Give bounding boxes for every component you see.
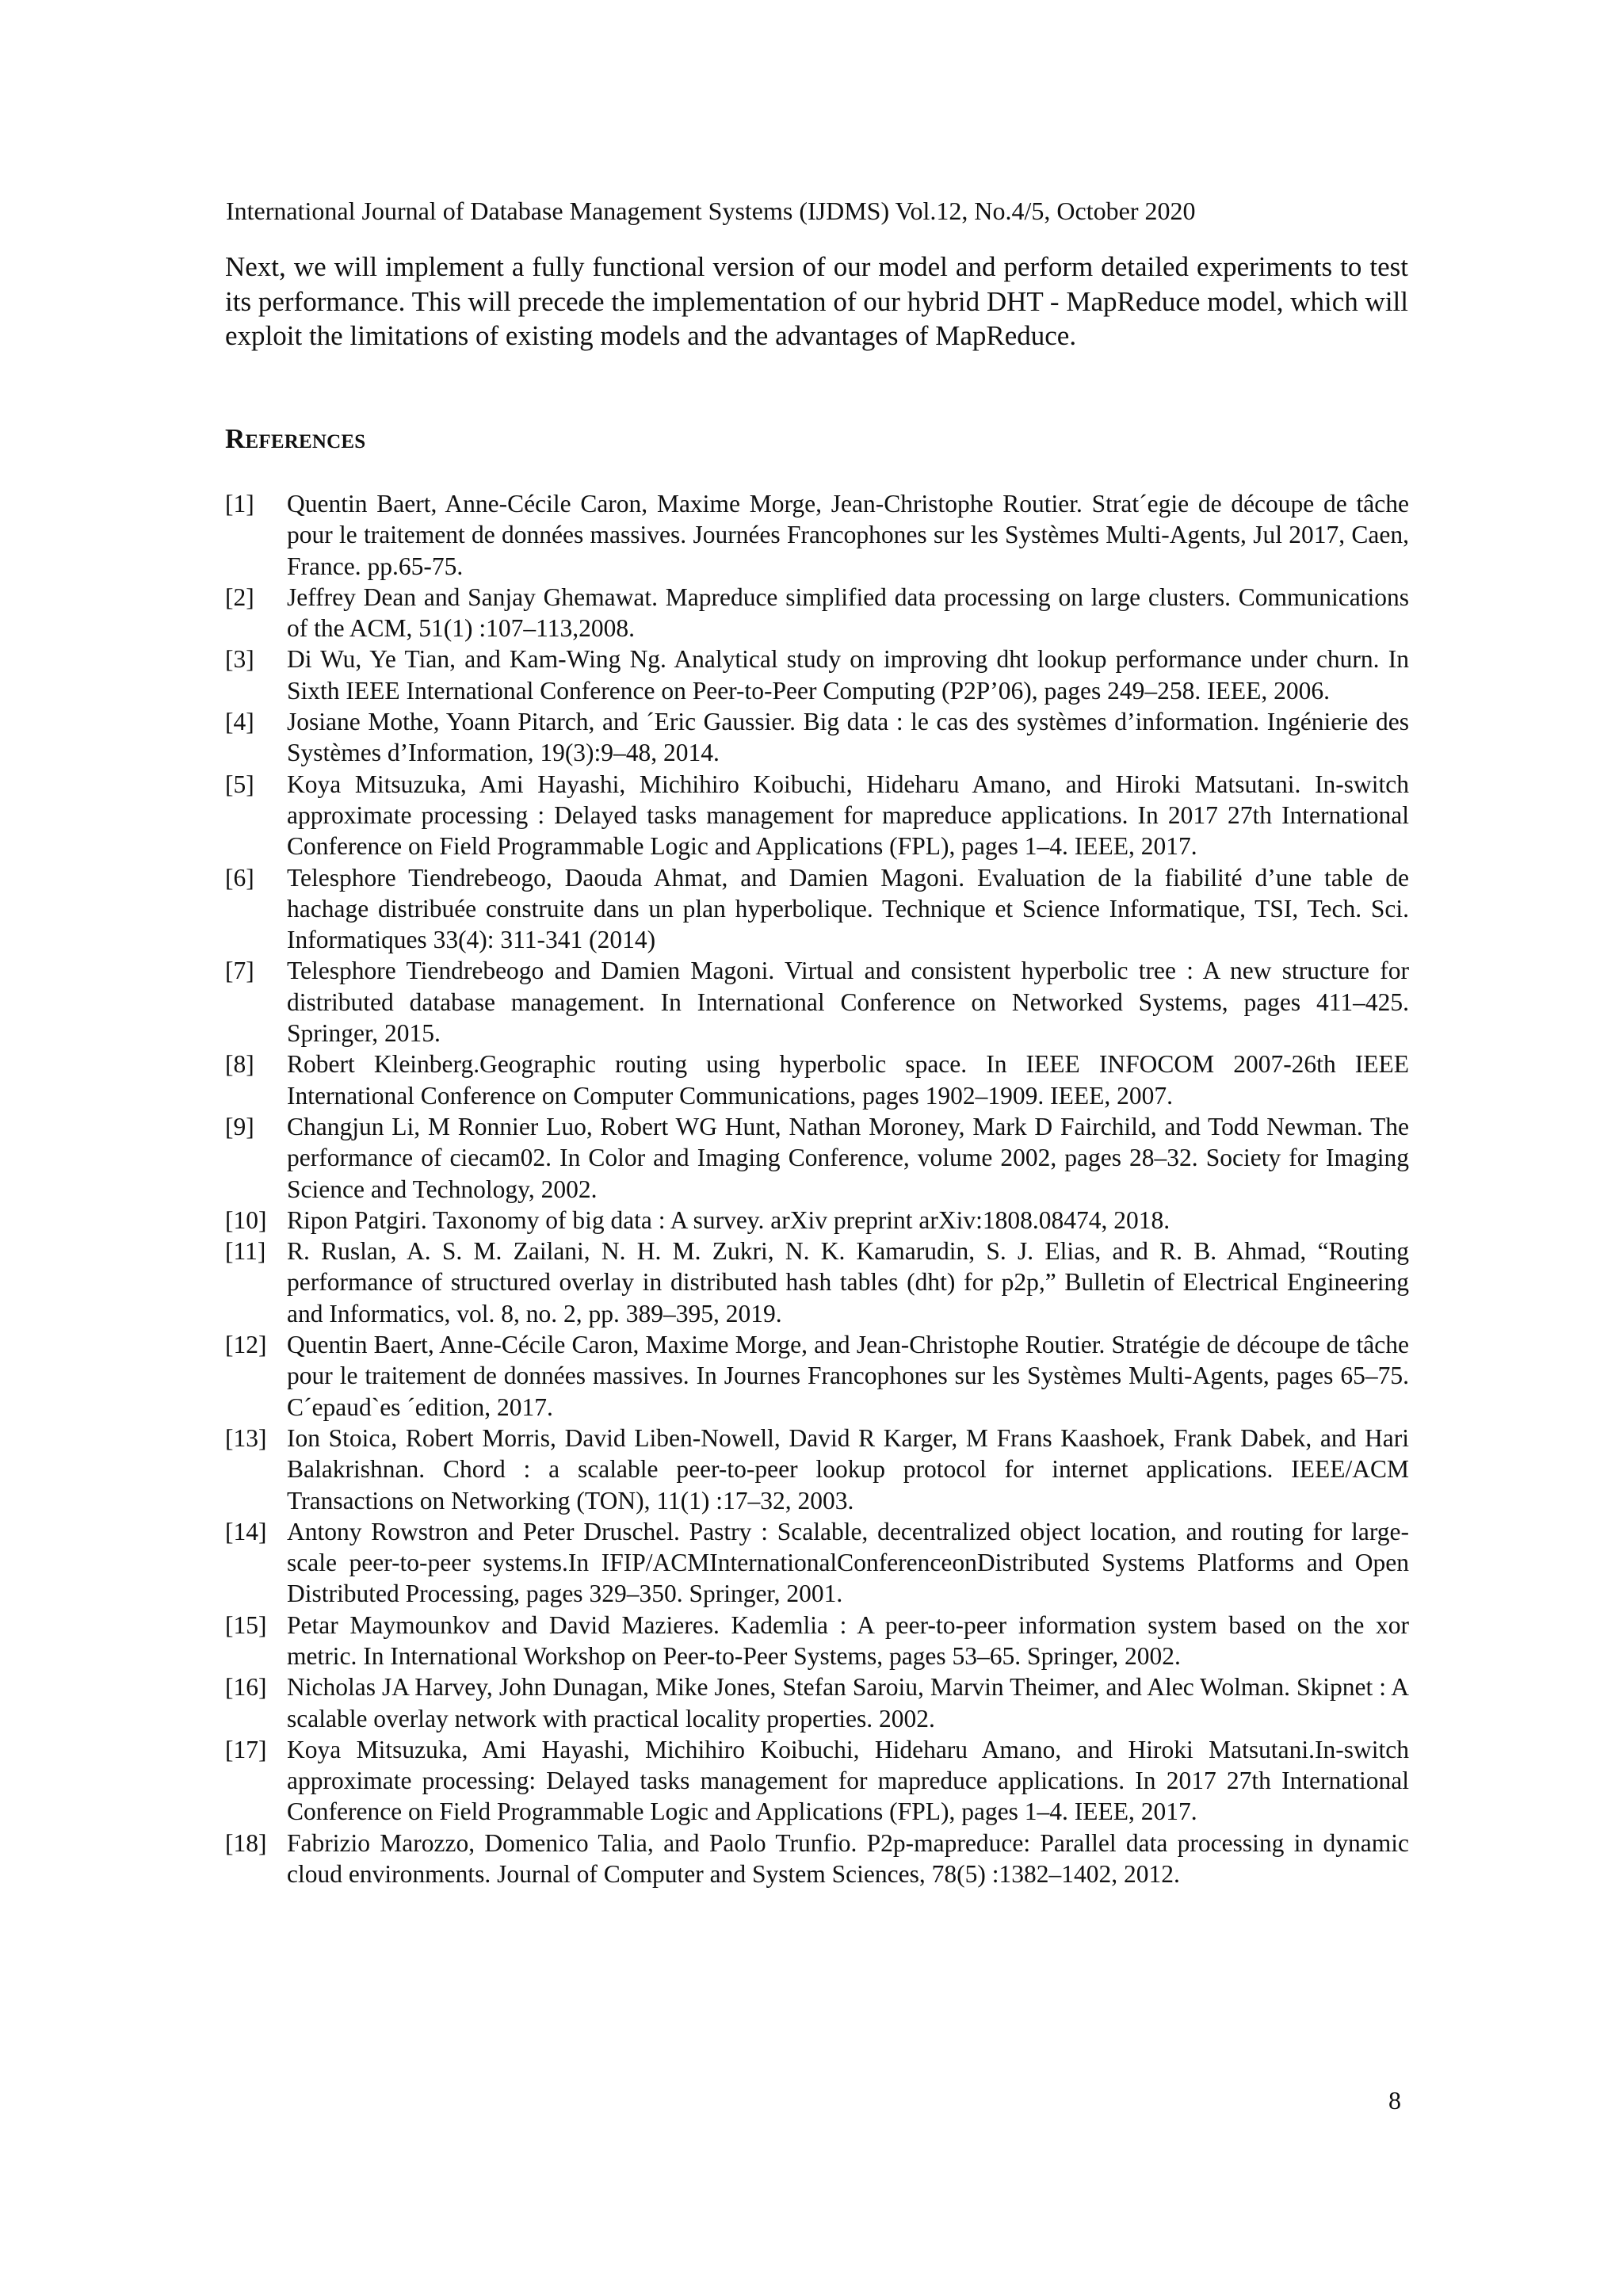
reference-number: [11] — [225, 1237, 266, 1266]
reference-text: Ripon Patgiri. Taxonomy of big data : A survey. arXiv preprint arXiv:1808.08474, 2018. — [287, 1205, 1170, 1234]
reference-item — [225, 1205, 1409, 1236]
reference-item — [225, 1329, 1409, 1423]
reference-item — [225, 1049, 1409, 1111]
conclusion-paragraph: Next, we will implement a fully functional version of our model and perform detailed experiments to test its performance. This will precede the implementation of our hybrid DHT - MapReduce model, which will exploit the limitations of existing models and the advantages of MapReduce. — [225, 251, 1408, 351]
reference-item — [225, 644, 1409, 706]
running-header: International Journal of Database Management Systems (IJDMS) Vol.12, No.4/5, October 2020 — [226, 197, 1196, 225]
reference-item — [225, 1423, 1409, 1516]
reference-number: [15] — [225, 1610, 267, 1639]
reference-number: [9] — [225, 1112, 254, 1140]
reference-item — [225, 1828, 1409, 1890]
references-heading: References — [225, 423, 366, 454]
reference-number: [16] — [225, 1673, 267, 1702]
reference-text: Telesphore Tiendrebeogo and Damien Magoni. Virtual and consistent hyperbolic tree : A new structure for distributed database management. In International Conference on Networked Systems, pages 411–425. Springer, 2015. — [287, 957, 1409, 1048]
reference-number: [7] — [225, 957, 254, 985]
reference-item — [225, 1516, 1409, 1610]
reference-text: Telesphore Tiendrebeogo, Daouda Ahmat, and Damien Magoni. Evaluation de la fiabilité d’une table de hachage distribuée construite dans un plan hyperbolique. Technique et Science Informatique, TSI, Tech. Sci. Informatiques 33(4): 311-341 (2014) — [287, 863, 1409, 954]
reference-number: [3] — [225, 645, 254, 674]
reference-text: Quentin Baert, Anne-Cécile Caron, Maxime Morge, Jean-Christophe Routier. Strat´egie de découpe de tâche pour le traitement de données massives. Journées Francophones sur les Systèmes Multi-Agents, Jul 2017, Caen, France. pp.65-75. — [287, 490, 1409, 580]
reference-text: Antony Rowstron and Peter Druschel. Pastry : Scalable, decentralized object location, and routing for large-scale peer-to-peer systems.In IFIP/ACMInternationalConferenceonDistributed Systems Platforms and Open Distributed Processing, pages 329–350. Springer, 2001. — [287, 1517, 1409, 1608]
reference-number: [4] — [225, 708, 254, 736]
reference-item — [225, 706, 1409, 769]
reference-item — [225, 1610, 1409, 1672]
reference-text: Jeffrey Dean and Sanjay Ghemawat. Mapreduce simplified data processing on large clusters. Communications of the ACM, 51(1) :107–113,2008. — [287, 583, 1409, 643]
reference-item — [225, 862, 1409, 956]
reference-number: [13] — [225, 1423, 267, 1452]
reference-number: [10] — [225, 1205, 267, 1234]
reference-number: [6] — [225, 863, 254, 892]
reference-item — [225, 1671, 1409, 1734]
reference-text: Nicholas JA Harvey, John Dunagan, Mike Jones, Stefan Saroiu, Marvin Theimer, and Alec Wolman. Skipnet : A scalable overlay network with practical locality properties. 2002. — [287, 1673, 1409, 1733]
reference-item — [225, 582, 1409, 644]
reference-text: Koya Mitsuzuka, Ami Hayashi, Michihiro Koibuchi, Hideharu Amano, and Hiroki Matsutani. In-switch approximate processing : Delayed tasks management for mapreduce applications. In 2017 27th International Conference on Field Programmable Logic and Applications (FPL), pages 1–4. IEEE, 2017. — [287, 770, 1409, 861]
reference-text: Fabrizio Marozzo, Domenico Talia, and Paolo Trunfio. P2p-mapreduce: Parallel data processing in dynamic cloud environments. Journal of Computer and System Sciences, 78(5) :1382–1402, 2012. — [287, 1828, 1409, 1889]
reference-text: Robert Kleinberg.Geographic routing using hyperbolic space. In IEEE INFOCOM 2007-26th IEEE International Conference on Computer Communications, pages 1902–1909. IEEE, 2007. — [287, 1050, 1409, 1110]
reference-text: Josiane Mothe, Yoann Pitarch, and ´Eric Gaussier. Big data : le cas des systèmes d’information. Ingénierie des Systèmes d’Information, 19(3):9–48, 2014. — [287, 708, 1409, 767]
reference-number: [18] — [225, 1828, 267, 1857]
reference-number: [8] — [225, 1050, 254, 1079]
reference-number: [5] — [225, 770, 254, 798]
reference-item — [225, 1111, 1409, 1205]
reference-item — [225, 1734, 1409, 1828]
reference-number: [14] — [225, 1517, 267, 1545]
reference-number: [2] — [225, 583, 254, 611]
reference-text: R. Ruslan, A. S. M. Zailani, N. H. M. Zukri, N. K. Kamarudin, S. J. Elias, and R. B. Ahmad, “Routing performance of structured overlay in distributed hash tables (dht) for p2p,” Bulletin of Electrical Engineering and Informatics, vol. 8, no. 2, pp. 389–395, 2019. — [287, 1237, 1409, 1328]
reference-number: [17] — [225, 1735, 267, 1763]
reference-item — [225, 769, 1409, 862]
references-list — [225, 488, 1409, 1889]
reference-text: Changjun Li, M Ronnier Luo, Robert WG Hunt, Nathan Moroney, Mark D Fairchild, and Todd Newman. The performance of ciecam02. In Color and Imaging Conference, volume 2002, pages 28–32. Society for Imaging Science and Technology, 2002. — [287, 1112, 1409, 1203]
reference-text: Koya Mitsuzuka, Ami Hayashi, Michihiro Koibuchi, Hideharu Amano, and Hiroki Matsutani.In-switch approximate processing: Delayed tasks management for mapreduce applications. In 2017 27th International Conference on Field Programmable Logic and Applications (FPL), pages 1–4. IEEE, 2017. — [287, 1735, 1409, 1826]
reference-item — [225, 488, 1409, 582]
reference-number: [12] — [225, 1331, 267, 1359]
reference-text: Ion Stoica, Robert Morris, David Liben-Nowell, David R Karger, M Frans Kaashoek, Frank Dabek, and Hari Balakrishnan. Chord : a scalable peer-to-peer lookup protocol for internet applications. IEEE/ACM Transactions on Networking (TON), 11(1) :17–32, 2003. — [287, 1423, 1409, 1515]
reference-text: Di Wu, Ye Tian, and Kam-Wing Ng. Analytical study on improving dht lookup performance under churn. In Sixth IEEE International Conference on Peer-to-Peer Computing (P2P’06), pages 249–258. IEEE, 2006. — [287, 645, 1409, 705]
reference-item — [225, 955, 1409, 1049]
reference-item — [225, 1236, 1409, 1329]
reference-text: Petar Maymounkov and David Mazieres. Kademlia : A peer-to-peer information system based on the xor metric. In International Workshop on Peer-to-Peer Systems, pages 53–65. Springer, 2002. — [287, 1610, 1409, 1670]
reference-number: [1] — [225, 490, 254, 518]
page-number: 8 — [1388, 2086, 1401, 2115]
reference-text: Quentin Baert, Anne-Cécile Caron, Maxime Morge, and Jean-Christophe Routier. Stratégie de découpe de tâche pour le traitement de données massives. In Journes Francophones sur les Systèmes Multi-Agents, pages 65–75. C´epaud`es ´edition, 2017. — [287, 1331, 1409, 1421]
